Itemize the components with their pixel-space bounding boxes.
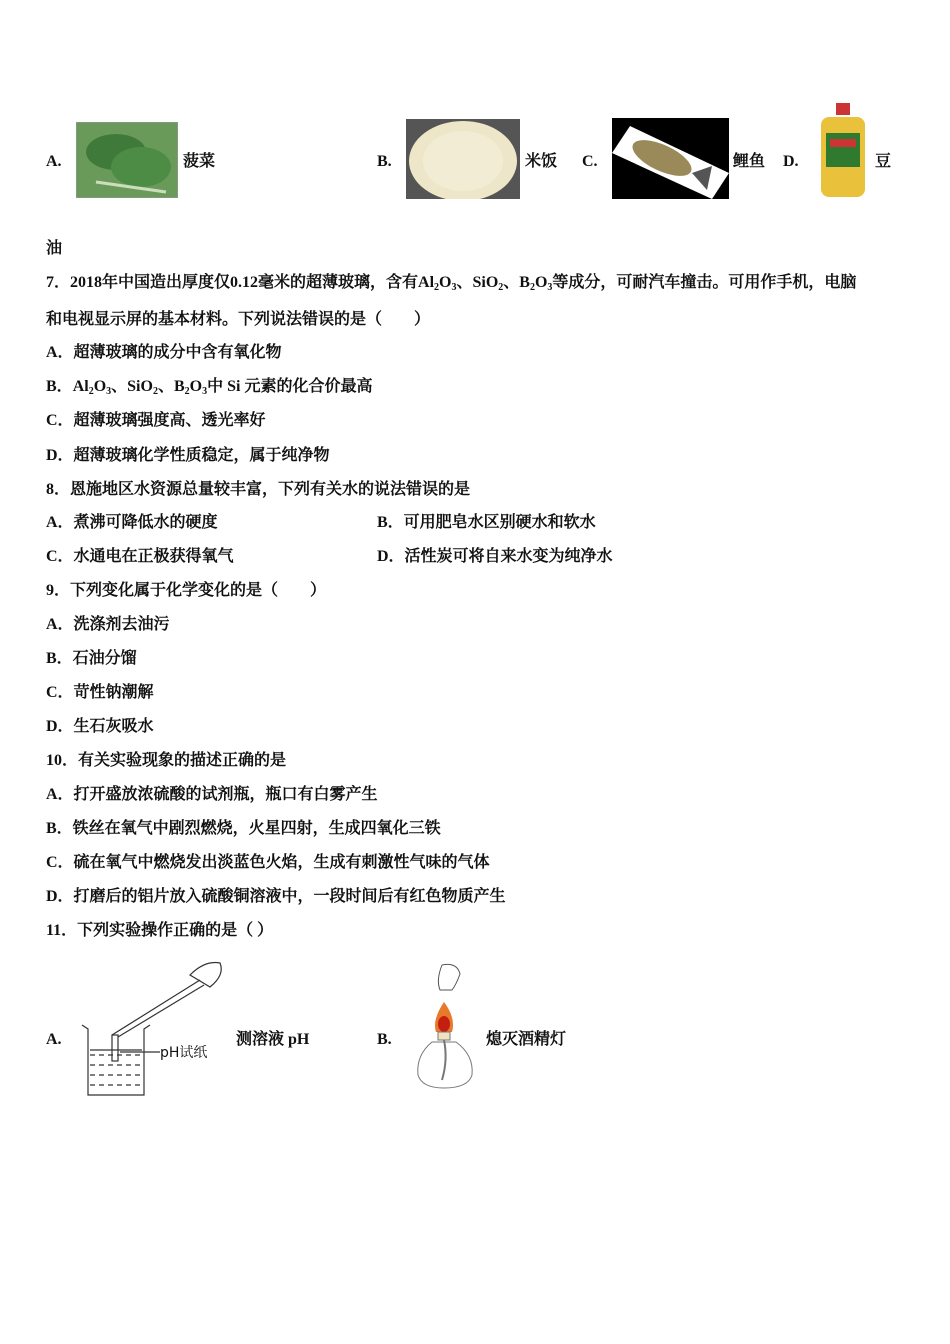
question-8-option-a: A．煮沸可降低水的硬度 — [46, 514, 218, 531]
option-label: 菠菜 — [183, 153, 216, 170]
option-label: 米饭 — [525, 153, 558, 170]
question-9-option-c: C．苛性钠潮解 — [46, 684, 154, 701]
rice-image — [406, 119, 520, 199]
question-8-stem: 8．恩施地区水资源总量较丰富，下列有关水的说法错误的是 — [46, 481, 471, 498]
question-10-stem: 10．有关实验现象的描述正确的是 — [46, 752, 287, 769]
question-10-option-a: A．打开盛放浓硫酸的试剂瓶，瓶口有白雾产生 — [46, 786, 378, 803]
ph-test-figure — [80, 955, 230, 1100]
question-10-option-c: C．硫在氧气中燃烧发出淡蓝色火焰，生成有刺激性气味的气体 — [46, 854, 490, 871]
option-letter: D. — [783, 153, 799, 170]
question-10-option-d: D．打磨后的铝片放入硫酸铜溶液中，一段时间后有红色物质产生 — [46, 888, 506, 905]
option-label: 豆 — [875, 153, 892, 170]
option-letter: B. — [377, 1031, 392, 1048]
question-7-stem-cont: 和电视显示屏的基本材料。下列说法错误的是（ ） — [46, 311, 431, 328]
option-label-wrap: 油 — [46, 240, 63, 257]
soybean-oil-image — [818, 103, 868, 199]
option-letter: A. — [46, 153, 62, 170]
ph-paper-label: pH试纸 — [160, 1045, 208, 1061]
question-7-option-b: B．$Al_2O_3$、SiO$_2$、$B_2O_3$中 Si 元素的化合价最高 — [46, 378, 373, 397]
option-label: 鲤鱼 — [733, 153, 766, 170]
spinach-image — [76, 122, 178, 198]
option-letter: A. — [46, 1031, 62, 1048]
option-letter: B. — [377, 153, 392, 170]
question-8-option-d: D．活性炭可将自来水变为纯净水 — [377, 548, 613, 565]
question-9-stem: 9．下列变化属于化学变化的是（ ） — [46, 582, 327, 599]
option-label: 熄灭酒精灯 — [486, 1031, 567, 1048]
option-letter: C. — [582, 153, 598, 170]
question-9-option-b: B．石油分馏 — [46, 650, 137, 667]
question-8-option-b: B．可用肥皂水区别硬水和软水 — [377, 514, 596, 531]
option-label: 测溶液 pH — [236, 1031, 310, 1048]
carp-image — [612, 118, 729, 199]
question-9-option-a: A．洗涤剂去油污 — [46, 616, 170, 633]
alcohol-lamp-figure — [412, 960, 477, 1100]
question-8-option-c: C．水通电在正极获得氧气 — [46, 548, 234, 565]
question-11-stem: 11．下列实验操作正确的是（ ） — [46, 922, 274, 939]
question-7-stem: 7．2018年中国造出厚度仅0.12毫米的超薄玻璃，含有$Al_2O_3$、SiO$_2$、$B_2O_3$等成分，可耐汽车撞击。可用作手机，电脑 — [46, 274, 857, 293]
question-7-option-c: C．超薄玻璃强度高、透光率好 — [46, 412, 266, 429]
question-10-option-b: B．铁丝在氧气中剧烈燃烧，火星四射，生成四氧化三铁 — [46, 820, 441, 837]
question-9-option-d: D．生石灰吸水 — [46, 718, 154, 735]
question-7-option-d: D．超薄玻璃化学性质稳定，属于纯净物 — [46, 447, 330, 464]
question-7-option-a: A．超薄玻璃的成分中含有氧化物 — [46, 344, 282, 361]
